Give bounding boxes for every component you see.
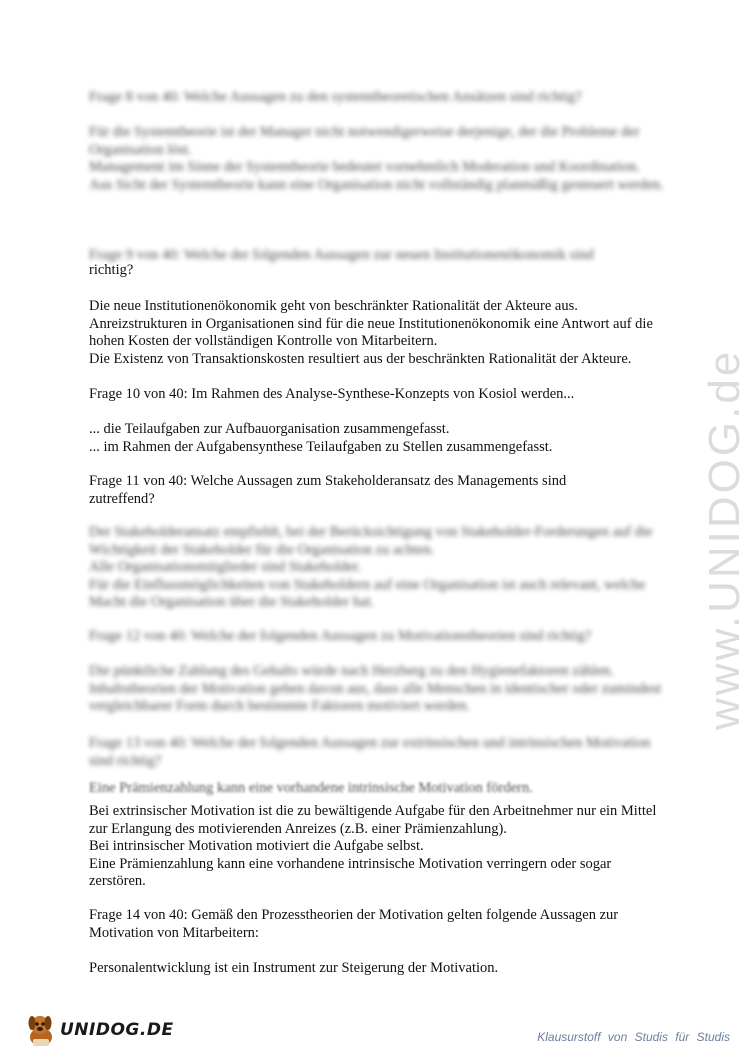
question-10-answers: ... die Teilaufgaben zur Aufbauorganisation zusammengefasst. ... im Rahmen der Aufgabensynthese Teilaufgaben zu Stellen zusammengefasst. bbox=[89, 421, 553, 455]
question-8: Frage 8 von 40: Welche Aussagen zu den systemtheoretischen Ansätzen sind richtig? bbox=[89, 89, 582, 105]
question-10: Frage 10 von 40: Im Rahmen des Analyse-Synthese-Konzepts von Kosiol werden... bbox=[89, 386, 575, 402]
question-12-answers: Die pünktliche Zahlung des Gehalts würde nach Herzberg zu den Hygienefaktoren zählen. Inhaltstheorien der Motivation gehen davon aus, dass alle Menschen in identischer oder zumindest vergleichbarer Form durch bestimmte Faktoren motiviert werden. bbox=[89, 663, 662, 714]
question-14-answers: Personalentwicklung ist ein Instrument zur Steigerung der Motivation. bbox=[89, 960, 499, 976]
question-9-answers: Die neue Institutionenökonomik geht von beschränkter Rationalität der Akteure aus. Anreizstrukturen in Organisationen sind für die neue Institutionenökonomik eine Antwort auf die hohen Kosten der vollständigen Kontrolle von Mitarbeitern. Die Existenz von Transaktionskosten resultiert aus der beschränkten Rationalität der Akteure. bbox=[89, 298, 653, 367]
unidog-logo[interactable] bbox=[24, 1010, 174, 1050]
footer-slogan: Klausurstoff von Studis für Studis bbox=[537, 1030, 730, 1044]
question-13: Frage 13 von 40: Welche der folgenden Aussagen zur extrinsischen und intrinsischen Motivation sind richtig? bbox=[89, 735, 655, 769]
question-11: Frage 11 von 40: Welche Aussagen zum Stakeholderansatz des Managements sind zutreffend? bbox=[89, 473, 570, 507]
watermark: www.UNIDOG.de bbox=[700, 348, 749, 730]
question-11-answers: Der Stakeholderansatz empfiehlt, bei der Berücksichtigung von Stakeholder-Forderungen auf die Wichtigkeit der Stakeholder für die Organisation zu achten. Alle Organisationsmitglieder sind Stakeholder. Für die Einflussmöglichkeiten von Stakeholdern auf eine Organisation ist auch relevant, welche Macht die Organisation über die Stakeholder hat. bbox=[89, 524, 653, 610]
question-13-first-answer: Eine Prämienzahlung kann eine vorhandene intrinsische Motivation fördern. bbox=[89, 780, 533, 796]
question-9-line1: Frage 9 von 40: Welche der folgenden Aussagen zur neuen Institutionenökonomik sind bbox=[89, 247, 594, 263]
question-12: Frage 12 von 40: Welche der folgenden Aussagen zu Motivationstheorien sind richtig? bbox=[89, 628, 592, 644]
logo-text: UNIDOG.DE bbox=[60, 1020, 174, 1040]
question-14: Frage 14 von 40: Gemäß den Prozesstheorien der Motivation gelten folgende Aussagen zur Motivation von Mitarbeitern: bbox=[89, 907, 622, 941]
question-9-line2: richtig? bbox=[89, 262, 134, 278]
question-8-answers: Für die Systemtheorie ist der Manager nicht notwendigerweise derjenige, der die Probleme der Organisation löst. Management im Sinne der Systemtheorie bedeutet vornehmlich Moderation und Koordination. Aus Sicht der Systemtheorie kann eine Organisation nicht vollständig planmäßig gesteuert werden. bbox=[89, 124, 664, 193]
dog-mascot-icon bbox=[24, 1011, 58, 1049]
question-13-answers: Bei extrinsischer Motivation ist die zu bewältigende Aufgabe für den Arbeitnehmer nur ein Mittel zur Erlangung des motivierenden Anreizes (z.B. einer Prämienzahlung). Bei intrinsischer Motivation motiviert die Aufgabe selbst. Eine Prämienzahlung kann eine vorhandene intrinsische Motivation verringern oder sogar zerstören. bbox=[89, 803, 657, 889]
